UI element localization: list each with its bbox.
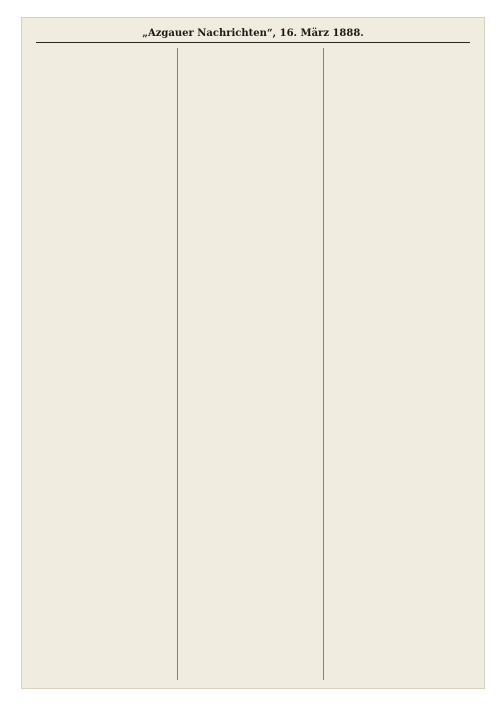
column-2 — [182, 48, 320, 680]
column-3 — [328, 48, 470, 680]
newspaper-page — [22, 18, 484, 688]
page-header — [36, 26, 470, 43]
running-header: „Azgauer Nachrichten“, 16. März 1888. — [142, 28, 364, 39]
spacer — [182, 48, 320, 84]
column-1 — [36, 48, 174, 680]
column-divider — [177, 48, 178, 680]
column-divider — [323, 48, 324, 680]
